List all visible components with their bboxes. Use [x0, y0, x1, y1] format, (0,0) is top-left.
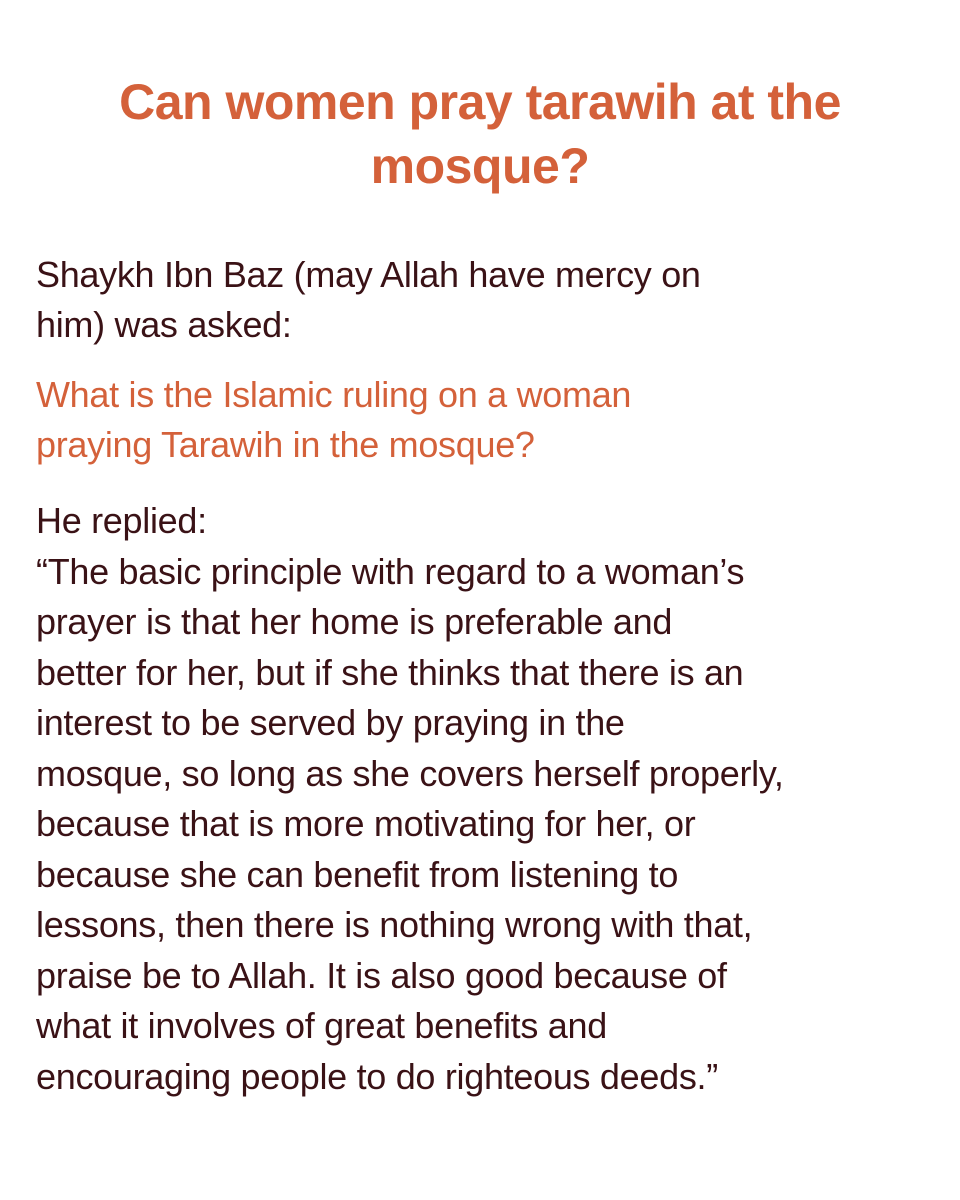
title-line: Can women pray tarawih at the	[119, 74, 841, 130]
reply-line: because she can benefit from listening to	[36, 853, 679, 895]
intro-line: Shaykh Ibn Baz (may Allah have mercy on	[36, 254, 701, 295]
reply-line: encouraging people to do righteous deeds.”	[36, 1055, 718, 1097]
reply-line: lessons, then there is nothing wrong with that,	[36, 904, 753, 945]
reply-line: better for her, but if she thinks that there is an	[36, 651, 744, 693]
intro-text	[36, 250, 926, 350]
page-title	[40, 70, 920, 198]
reply-block	[36, 496, 926, 1102]
reply-line: mosque, so long as she covers herself properly,	[36, 752, 784, 794]
reply-line: interest to be served by praying in the	[36, 702, 625, 743]
reply-line: because that is more motivating for her, or	[36, 803, 696, 844]
question-line: praying Tarawih in the mosque?	[36, 424, 535, 465]
intro-line: him) was asked:	[36, 304, 292, 345]
question-line: What is the Islamic ruling on a woman	[36, 374, 632, 415]
reply-line: praise be to Allah. It is also good because of	[36, 954, 727, 996]
reply-line: “The basic principle with regard to a woman’s	[36, 550, 745, 592]
question-text	[36, 370, 926, 470]
reply-line: what it involves of great benefits and	[36, 1005, 607, 1046]
reply-line: prayer is that her home is preferable and	[36, 601, 673, 642]
reply-label: He replied:	[36, 500, 207, 541]
title-line: mosque?	[370, 138, 590, 194]
